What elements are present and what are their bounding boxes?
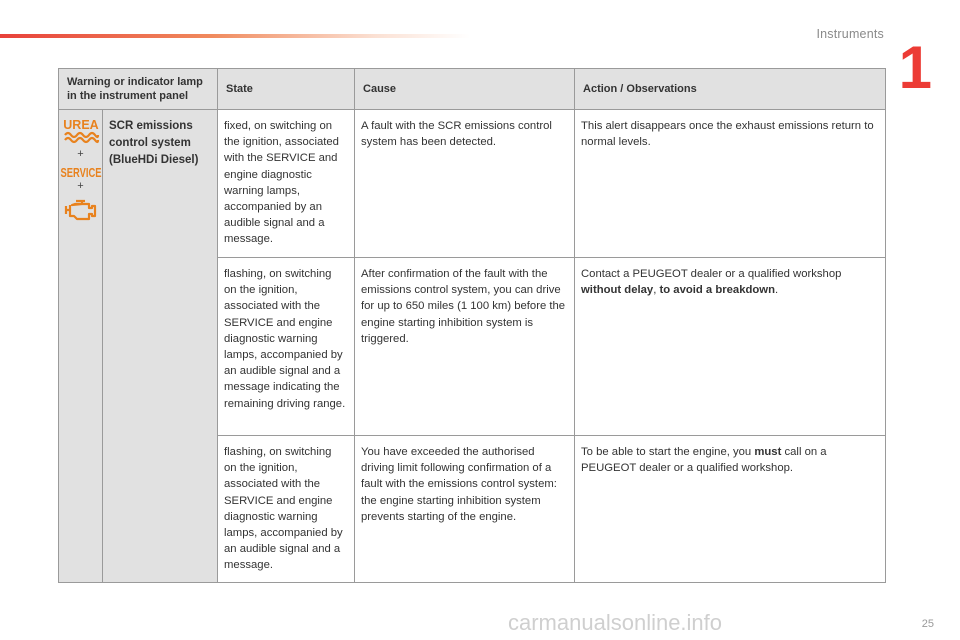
state-cell: fixed, on switching on the ignition, associated with the SERVICE and engine diagnostic warning lamps, accompanied by an audible signal and a message. [218, 110, 355, 258]
header-action: Action / Observations [575, 69, 886, 110]
plus-sign: + [77, 180, 84, 192]
action-emphasis: without delay [581, 284, 654, 297]
urea-icon [62, 116, 100, 144]
state-cell: flashing, on switching on the ignition, associated with the SERVICE and engine diagnostic warning lamps, accompanied by an audible signal and a message indicating the remaining driving range. [218, 258, 355, 436]
action-cell [575, 436, 886, 583]
header-cause: Cause [355, 69, 575, 110]
header-state: State [218, 69, 355, 110]
chapter-accent-bar [0, 34, 470, 38]
chapter-title: Instruments [816, 27, 884, 41]
cause-cell: After confirmation of the fault with the emissions control system, you can drive for up to 650 miles (1 100 km) before the engine starting inhibition system is triggered. [355, 258, 575, 436]
watermark: carmanualsonline.info [508, 610, 723, 635]
lamp-icons-cell [59, 110, 103, 583]
action-text: Contact a PEUGEOT dealer or a qualified workshop [581, 268, 842, 280]
plus-sign: + [77, 148, 84, 160]
action-cell [575, 258, 886, 436]
chapter-number: 1 [898, 34, 932, 101]
urea-label: UREA [62, 118, 99, 132]
action-text: This alert disappears once the exhaust emissions return to normal levels. [581, 120, 874, 149]
state-cell: flashing, on switching on the ignition, associated with the SERVICE and engine diagnostic warning lamps, accompanied by an audible signal and a message. [218, 436, 355, 583]
action-text: call on a PEUGEOT dealer or a qualified workshop. [581, 446, 827, 475]
action-text: . [775, 284, 779, 297]
action-text: , [653, 284, 660, 297]
action-text: To be able to start the engine, you [581, 446, 755, 458]
page-number: 25 [921, 618, 934, 630]
cause-cell: A fault with the SCR emissions control system has been detected. [355, 110, 575, 258]
header-lamp: Warning or indicator lamp in the instrument panel [59, 69, 218, 110]
action-emphasis: to avoid a breakdown [659, 284, 775, 297]
action-emphasis: must [754, 446, 782, 458]
service-label: SERVICE [60, 166, 101, 180]
action-cell [575, 110, 886, 258]
engine-icon [63, 197, 99, 223]
table-row [59, 110, 886, 258]
service-icon [60, 165, 102, 179]
warning-lamp-table [58, 68, 886, 583]
cause-cell: You have exceeded the authorised driving limit following confirmation of a fault with the emissions control system: the engine starting inhibition system prevents starting of the engine. [355, 436, 575, 583]
system-name: SCR emissions control system (BlueHDi Diesel) [103, 110, 218, 583]
table-header-row [59, 69, 886, 110]
